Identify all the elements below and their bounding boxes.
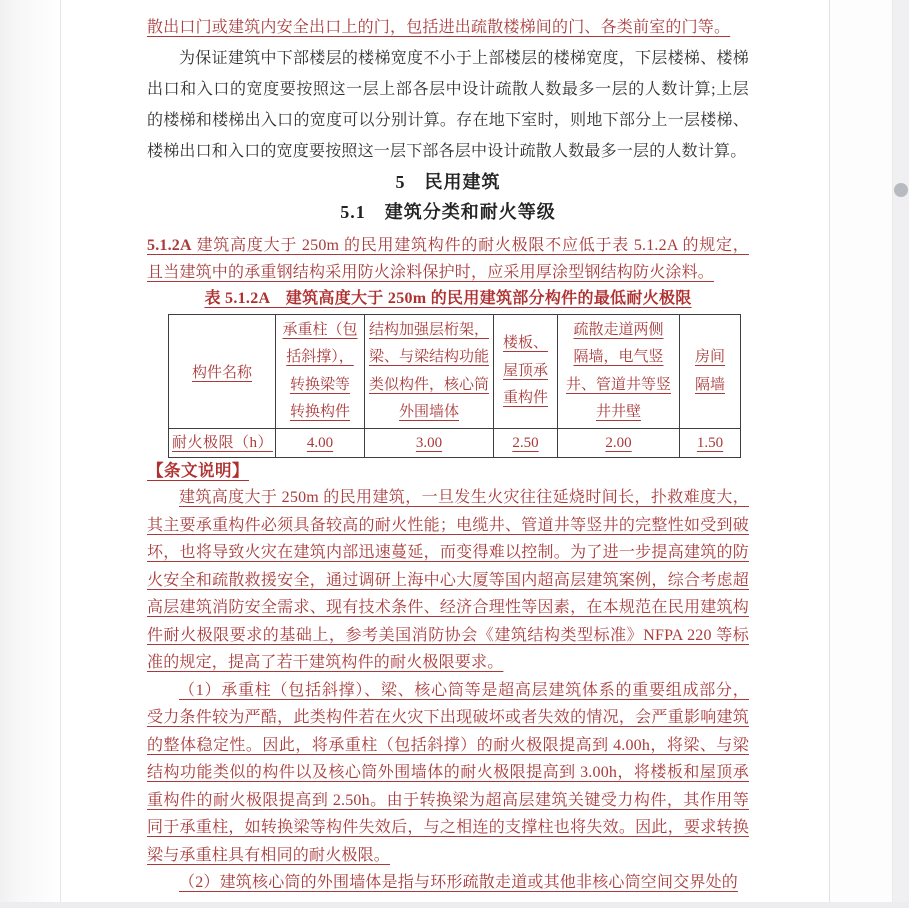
clause-line: [147, 232, 749, 259]
text-line: 火安全和疏散救援安全，通过调研上海中心大厦等国内超高层建筑案例，综合考虑超: [147, 571, 749, 589]
table-header-cell: [169, 315, 276, 429]
clause-number: 5.1.2A: [147, 237, 192, 254]
text-line: 件耐火极限要求的基础上，参考美国消防协会《建筑结构类型标准》NFPA 220 等标: [147, 626, 749, 644]
table-cell-line: 梁、与梁结构功能: [368, 349, 489, 365]
text-line: （2）建筑核心筒的外围墙体是指与环形疏散走道或其他非核心筒空间交界处的: [179, 874, 739, 891]
table-title: 表 5.1.2A 建筑高度大于 250m 的民用建筑部分构件的最低耐火极限: [204, 290, 692, 307]
text-line: 出口和入口的宽度要按照这一层上部各层中设计疏散人数最多一层的人数计算;上层: [147, 81, 749, 98]
text-line: 坏，也将导致火灾在建筑内部迅速蔓延，而变得难以控制。为了进一步提高建筑的防: [147, 544, 749, 561]
text-line: 重构件的耐火极限提高到 2.50h。由于转换梁为超高层建筑关键受力构件，其作用等: [147, 791, 749, 809]
text-line: 为保证建筑中下部楼层的楼梯宽度不小于上部楼层的楼梯宽度，下层楼梯、楼梯: [179, 50, 749, 67]
viewer-bottom-edge: [0, 902, 909, 908]
text-line: 同于承重柱，如转换梁等构件失效后，与之相连的支撑柱也将失效。因此，要求转换: [147, 819, 749, 836]
top-text-block: [147, 12, 749, 312]
document-page: [60, 0, 830, 908]
text-line: 的楼梯和楼梯出入口的宽度可以分别计算。存在地下室时，则地下部分上一层楼梯、: [147, 112, 749, 129]
scrollbar-thumb[interactable]: [894, 183, 908, 197]
table-cell-line: 井、管道井等竖: [565, 376, 671, 393]
table-header-cell: [558, 315, 680, 429]
fire-rating-value: 4.00: [306, 435, 334, 451]
commentary-label: 【条文说明】: [147, 461, 249, 480]
commentary-paragraphs: [147, 484, 749, 897]
intro-paragraph: [147, 43, 749, 167]
table-value-cell: [558, 429, 680, 458]
commentary-paragraph: [147, 869, 749, 897]
table-cell-line: 括斜撑），: [286, 349, 354, 365]
table-cell-line: 隔墙: [694, 376, 725, 393]
table-cell-line: 重构件: [502, 390, 548, 407]
fire-resistance-table: [168, 314, 741, 458]
table-value-cell: [276, 429, 365, 458]
table-header-cell: [365, 315, 494, 429]
text-line: 受力条件较为严酷，此类构件若在火灾下出现破坏或者失效的情况，会严重影响建筑: [147, 709, 749, 726]
chapter-heading: 5 民用建筑: [395, 172, 501, 192]
text-line: 楼梯出口和入口的宽度要按照这一层下部各层中设计疏散人数最多一层的人数计算。: [147, 143, 747, 160]
continuation-line: 散出口门或建筑内安全出口上的门，包括进出疏散楼梯间的门、各类前室的门等。: [147, 19, 731, 36]
page-content: [61, 0, 829, 897]
text-line: 梁与承重柱具有相同的耐火极限。: [147, 846, 391, 864]
table-cell-line: 屋顶承: [502, 362, 548, 379]
clause-5-1-2A: [147, 232, 749, 286]
scrollbar-track[interactable]: [892, 0, 909, 908]
table-cell-line: 外围墙体: [398, 404, 459, 420]
table-cell-line: 类似构件，核心筒: [368, 376, 489, 393]
fire-rating-value: 2.00: [605, 435, 632, 451]
table-row-label: 耐火极限（h）: [172, 435, 274, 451]
table-cell-line: 疏散走道两侧: [573, 321, 664, 338]
text-line: 建筑高度大于 250m 的民用建筑，一旦发生火灾往往延烧时间长，扑救难度大，: [179, 489, 749, 506]
commentary-paragraph: [147, 677, 749, 870]
table-value-cell: [494, 429, 558, 458]
table-value-cell: [365, 429, 494, 458]
table-header-cell: [276, 315, 365, 429]
clause-line: 且当建筑中的承重钢结构采用防火涂料保护时，应采用厚涂型钢结构防火涂料。: [147, 264, 715, 281]
table-cell-line: 隔墙，电气竖: [573, 349, 664, 365]
text-line: 准的规定，提高了若干建筑构件的耐火极限要求。: [147, 654, 504, 671]
table-header-cell: [680, 315, 741, 429]
table-cell-line: 承重柱（包: [282, 321, 358, 338]
table-value-cell: [680, 429, 741, 458]
clause-text: 建筑高度大于 250m 的民用建筑构件的耐火极限不应低于表 5.1.2A 的规定，: [191, 237, 749, 254]
table-cell-line: 结构加强层桁架，: [368, 321, 489, 338]
table-header-cell: [494, 315, 558, 429]
text-line: 的整体稳定性。因此，将承重柱（包括斜撑）的耐火极限提高到 4.00h，将梁、与梁: [147, 736, 749, 754]
section-heading: 5.1 建筑分类和耐火等级: [340, 202, 556, 222]
table-header-row: [169, 315, 741, 429]
left-gutter: [0, 0, 60, 908]
table-header-label: 构件名称: [191, 365, 252, 381]
text-line: 结构功能类似的构件以及核心筒外围墙体的耐火极限提高到 3.00h，将楼板和屋顶承: [147, 764, 749, 781]
text-line: （1）承重柱（包括斜撑）、梁、核心筒等是超高层建筑体系的重要组成部分，: [179, 681, 749, 699]
fire-rating-value: 3.00: [415, 435, 443, 451]
commentary-paragraph: [147, 484, 749, 677]
fire-rating-value: 2.50: [512, 435, 539, 451]
table-row-label-cell: [169, 429, 276, 458]
table-cell-line: 房间: [694, 349, 725, 365]
table-cell-line: 转换梁等: [289, 376, 350, 393]
text-line: 高层建筑消防安全需求、现有技术条件、经济合理性等因素，在本规范在民用建筑构: [147, 599, 749, 616]
table-cell-line: 井井壁: [595, 404, 641, 420]
table-data-row: [169, 429, 741, 458]
fire-rating-value: 1.50: [696, 435, 724, 451]
text-line: 其主要承重构件必须具备较高的耐火性能；电缆井、管道井等竖井的完整性如受到破: [147, 516, 749, 534]
table-cell-line: 楼板、: [502, 335, 548, 352]
commentary-section: [147, 458, 749, 897]
table-cell-line: 转换构件: [289, 404, 350, 420]
